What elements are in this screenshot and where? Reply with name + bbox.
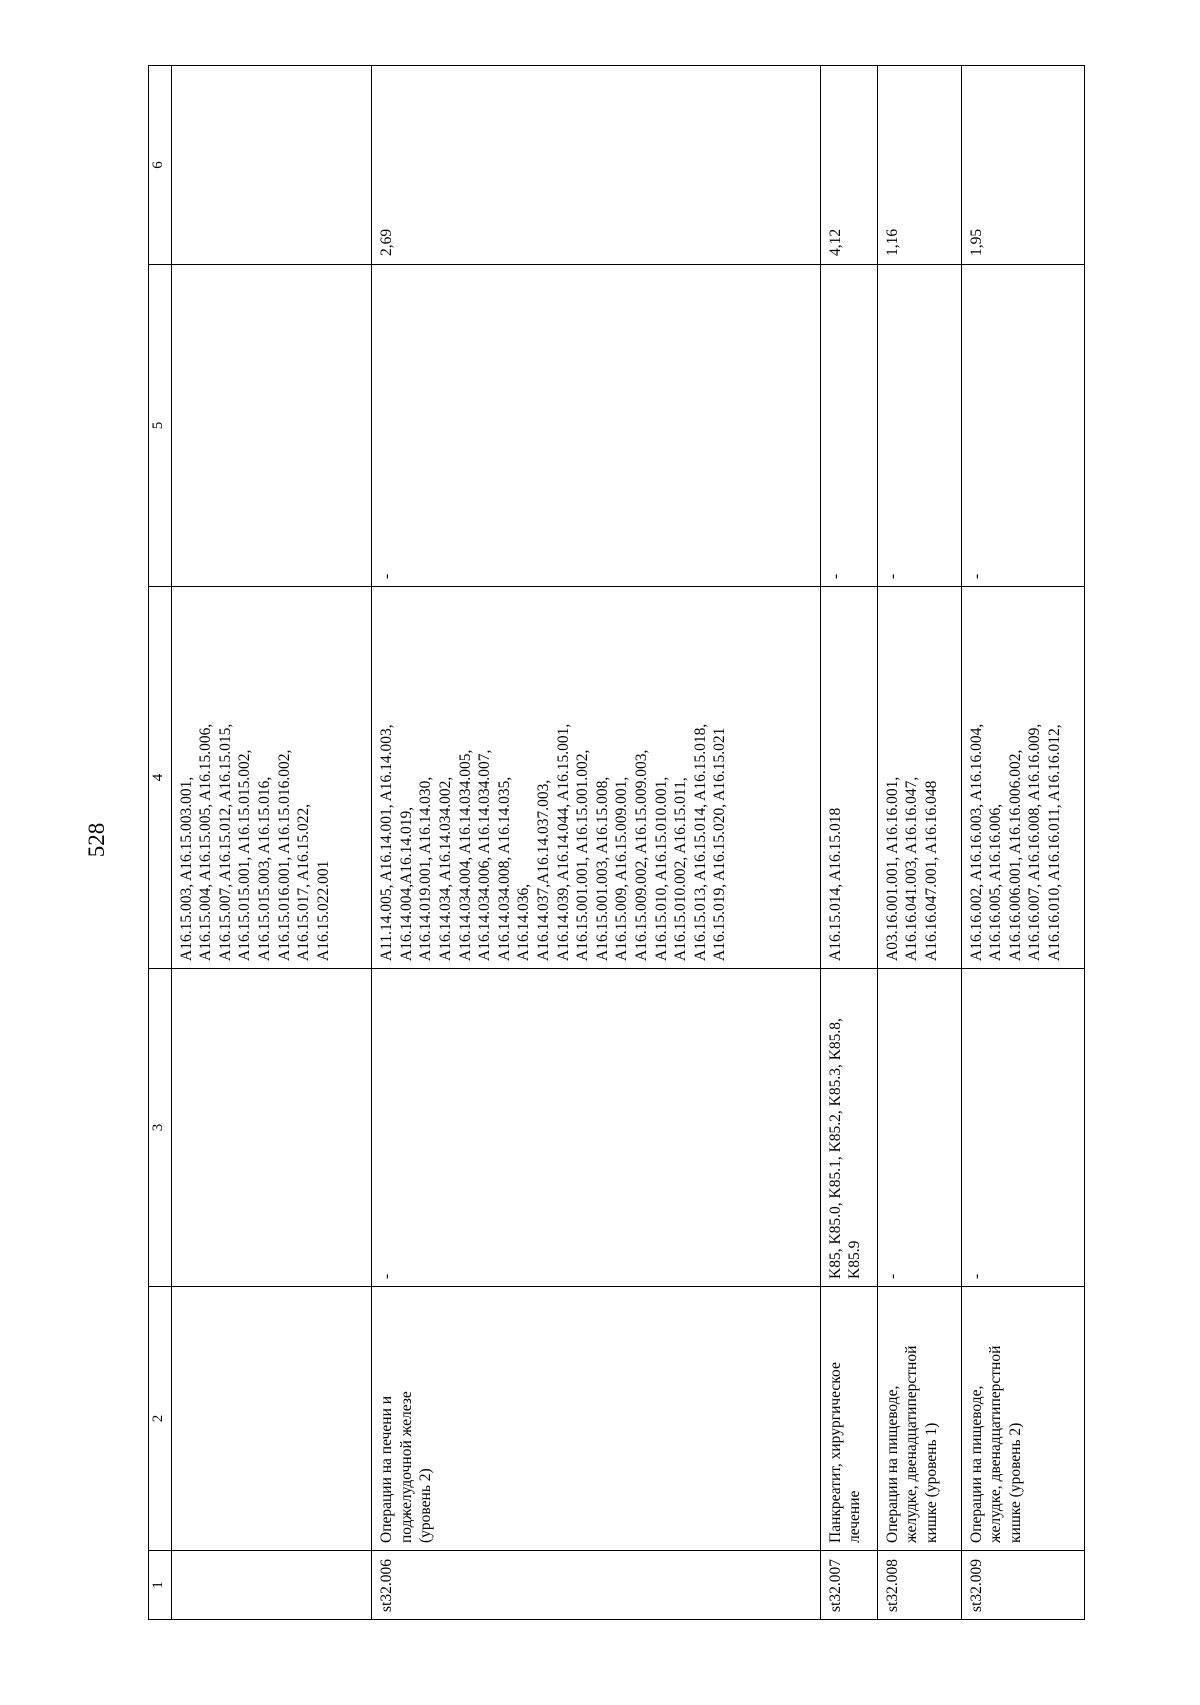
row-coefficient — [171, 66, 372, 265]
header-row — [149, 66, 172, 1620]
column-header: 6 — [149, 66, 172, 265]
column-header: 3 — [149, 969, 172, 1287]
row-name — [171, 1287, 372, 1551]
row-coefficient: 1,16 — [877, 66, 961, 265]
column-header: 4 — [149, 587, 172, 969]
row-name: Операции на печени и поджелудочной железе (уровень 2) — [372, 1287, 821, 1551]
row-col5: - — [372, 265, 821, 587]
row-services: A16.16.002, A16.16.003, A16.16.004, A16.16.005, A16.16.006, A16.16.006.001, A16.16.006.002, A16.16.007, A16.16.008, A16.16.009, A16.16.010, A16.16.011, A16.16.012, — [961, 587, 1084, 969]
page-number — [82, 810, 112, 870]
row-services: A16.15.003, A16.15.003.001, A16.15.004, A16.15.005, A16.15.006, A16.15.007, A16.15.012, A16.15.015, A16.15.015.001, A16.15.015.002, A16.15.015.003, A16.15.016, A16.15.016.001, A16.15.016.002, A16.15.017, A16.15.022, A16.15.022.001 — [171, 587, 372, 969]
row-col5: - — [820, 265, 877, 587]
row-diagnoses: - — [372, 969, 821, 1287]
row-services: A11.14.005, A16.14.001, A16.14.003, A16.14.004,A16.14.019, A16.14.019.001, A16.14.030, A16.14.034, A16.14.034.002, A16.14.034.004, A16.14.034.005, A16.14.034.006, A16.14.034.007, A16.14.034.008, A16.14.035, A16.14.036, A16.14.037,A16.14.037.003, A16.14.039, A16.14.044, A16.15.001, A16.15.001.001, A16.15.001.002, A16.15.001.003, A16.15.008, A16.15.009, A16.15.009.001, A16.15.009.002, A16.15.009.003, A16.15.010, A16.15.010.001, A16.15.010.002, A16.15.011, A16.15.013, A16.15.014, A16.15.018, A16.15.019, A16.15.020, A16.15.021 — [372, 587, 821, 969]
row-name: Панкреатит, хирургическое лечение — [820, 1287, 877, 1551]
row-coefficient: 1,95 — [961, 66, 1084, 265]
row-diagnoses: - — [961, 969, 1084, 1287]
column-header: 5 — [149, 265, 172, 587]
row-name: Операции на пищеводе, желудке, двенадцатиперстной кишке (уровень 1) — [877, 1287, 961, 1551]
row-col5: - — [961, 265, 1084, 587]
row-coefficient: 2,69 — [372, 66, 821, 265]
table-row — [877, 66, 961, 1620]
row-code: st32.007 — [820, 1551, 877, 1620]
row-diagnoses: - — [877, 969, 961, 1287]
table-row — [372, 66, 821, 1620]
row-code: st32.006 — [372, 1551, 821, 1620]
row-code: st32.009 — [961, 1551, 1084, 1620]
column-header: 1 — [149, 1551, 172, 1620]
row-code: st32.008 — [877, 1551, 961, 1620]
page-number-text: 528 — [84, 822, 109, 858]
row-col5 — [171, 265, 372, 587]
tariff-table — [148, 65, 1085, 1620]
row-services: A16.15.014, A16.15.018 — [820, 587, 877, 969]
table-row — [171, 66, 372, 1620]
row-services: A03.16.001.001, A16.16.001, A16.16.041.003, A16.16.047, A16.16.047.001, A16.16.048 — [877, 587, 961, 969]
row-diagnoses: K85, K85.0, K85.1, K85.2, K85.3, K85.8, K85.9 — [820, 969, 877, 1287]
table-row — [961, 66, 1084, 1620]
column-header: 2 — [149, 1287, 172, 1551]
row-coefficient: 4,12 — [820, 66, 877, 265]
row-code — [171, 1551, 372, 1620]
table-row — [820, 66, 877, 1620]
row-col5: - — [877, 265, 961, 587]
row-diagnoses — [171, 969, 372, 1287]
rotated-table-container — [148, 66, 1085, 1620]
row-name: Операции на пищеводе, желудке, двенадцатиперстной кишке (уровень 2) — [961, 1287, 1084, 1551]
